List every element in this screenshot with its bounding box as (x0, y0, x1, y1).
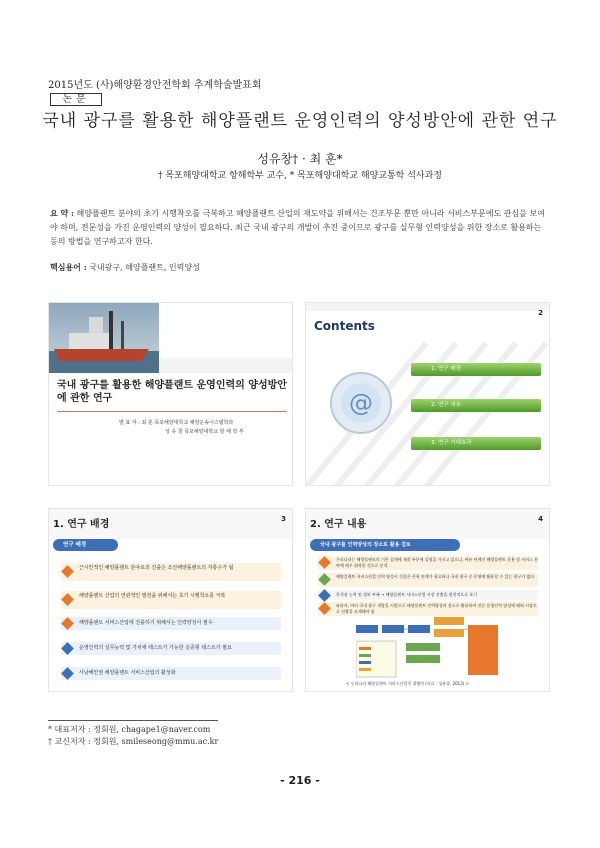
slide1-divider (57, 411, 287, 412)
authors: 성유창† · 최 훈* (257, 152, 343, 166)
footnote-divider (48, 720, 218, 721)
svg-text:@: @ (349, 389, 373, 417)
slide4-page-number: 4 (538, 515, 543, 523)
contents-item-1: 1. 연구 배경 (411, 363, 541, 376)
slide3-title: 1. 연구 배경 (53, 519, 110, 530)
slide1-title: 국내 광구를 활용한 해양플랜트 운영인력의 양성방안에 관한 연구 (57, 380, 287, 404)
page-number: - 216 - (280, 774, 320, 787)
slide1-coauthor: 성 유 창 목포해양대학교 항 해 학 부 (165, 429, 244, 435)
slide3-bar-5: 서남해안권 해양플랜트 서비스산업의 활성화 (61, 667, 281, 680)
slide4-title: 2. 연구 내용 (310, 519, 367, 530)
slide4-bar-2: 해양플랜트 서비스산업 인력 양성시 건물은 산학 연계가 필요하나 국내 광구 중 운영에 활용할 수 있는 광구가 없다 (318, 573, 538, 587)
diagram-caption: < 우리나라 해양플랜트 서비스산업의 경쟁력 (자료 : 성유창, 2013) > (346, 681, 469, 686)
slide3-bar-1: 근시안적인 해양플랜트 분야로의 진출은 조선해양플랜트의 자충수가 됨 (61, 563, 281, 581)
paper-title: 국내 광구를 활용한 해양플랜트 운영인력의 양성방안에 관한 연구 (42, 111, 558, 131)
footnote-contact: † 교신저자 : 정회원, smileseong@mmu.ac.kr (48, 737, 219, 746)
affiliation: † 목포해양대학교 항해학부 교수, * 목포해양대학교 해양교통학 석사과정 (157, 171, 442, 181)
slide4-bar-3: 한석점 능력 및 정보 부족 → 해양플랜트 서비스산업 시장 진출을 원천적으로 포기 (318, 590, 538, 600)
footnote-corresponding: * 대표저자 : 정회원, chagape1@naver.com (48, 725, 211, 734)
ship-photo (49, 303, 293, 373)
slide4-bar-1: 우리나라는 해양플랜트의 기본 설계에 제작 부분에 강점을 가지고 있으나, 여유 단계인 해양플랜트 운용 및 서비스 분야에 매우 취약한 것으로 분석 (318, 556, 538, 570)
abstract (50, 206, 550, 249)
contents-item-2: 2. 연구 내용 (411, 399, 541, 412)
conference-header: 2015년도 (사)해양환경안전학회 추계학술발표회 (48, 80, 262, 91)
footnotes (48, 724, 218, 748)
contents-item-3: 3. 연구 기대효과 (411, 437, 541, 450)
slide1-presenter: 발 표 자 : 최 훈 목포해양대학교 해양운송시스템학과 (119, 420, 234, 426)
keywords-text: 국내광구, 해양플랜트, 인력양성 (89, 263, 200, 272)
paper-type-tag: 논문 (50, 93, 102, 106)
slide3-bar-2: 해양플랜트 산업의 연관적인 발전을 위해서는 초기 시행착오를 극복 (61, 591, 281, 609)
keywords (50, 262, 550, 273)
abstract-text: 해양플랜트 분야의 초기 시행착오를 극복하고 해양플랜트 산업의 재도약을 위해서는 건조부문 뿐만 아니라 서비스부문에도 관심을 보여야 하며, 전문성을 가진 운영인력의 양성이 필요하다. 최근 국내 광구의 개발이 추진 중이므로 광구를 실무형 인력양성을 위한 장소로 활용하는 등의 방법을 연구하고자 한다. (50, 209, 545, 246)
slide-title (48, 302, 293, 486)
slide4-subhead: 국내 광구를 인력양성의 장소로 활용 검토 (310, 539, 460, 551)
slide-background (48, 508, 293, 692)
contents-title: Contents (314, 319, 375, 333)
slide4-bar-4: 따라서, 여러 국내 광구 개발을 시범으로 해양플랜트 인력양성의 장소로 활용하여 전문 운영인력 양성에 해외 시장으로 진출을 모색해야 함 (318, 602, 538, 616)
slide3-subhead: 연구 배경 (53, 539, 118, 551)
slide3-page-number: 3 (281, 515, 286, 523)
slide-content (305, 508, 550, 692)
slide3-bar-3: 해양플랜트 서비스산업에 진출하기 위해서는 인력양성이 필수 (61, 617, 281, 630)
keywords-label: 핵심용어 : (50, 262, 87, 272)
slide-contents (305, 302, 550, 486)
slide2-page-number: 2 (538, 309, 543, 317)
abstract-label: 요 약 : (50, 208, 74, 218)
competitiveness-diagram (356, 617, 506, 687)
slide3-bar-4: 운영인력의 실무능력 및 가치에 테스트가 가능한 실증형 테스트가 필요 (61, 642, 281, 655)
